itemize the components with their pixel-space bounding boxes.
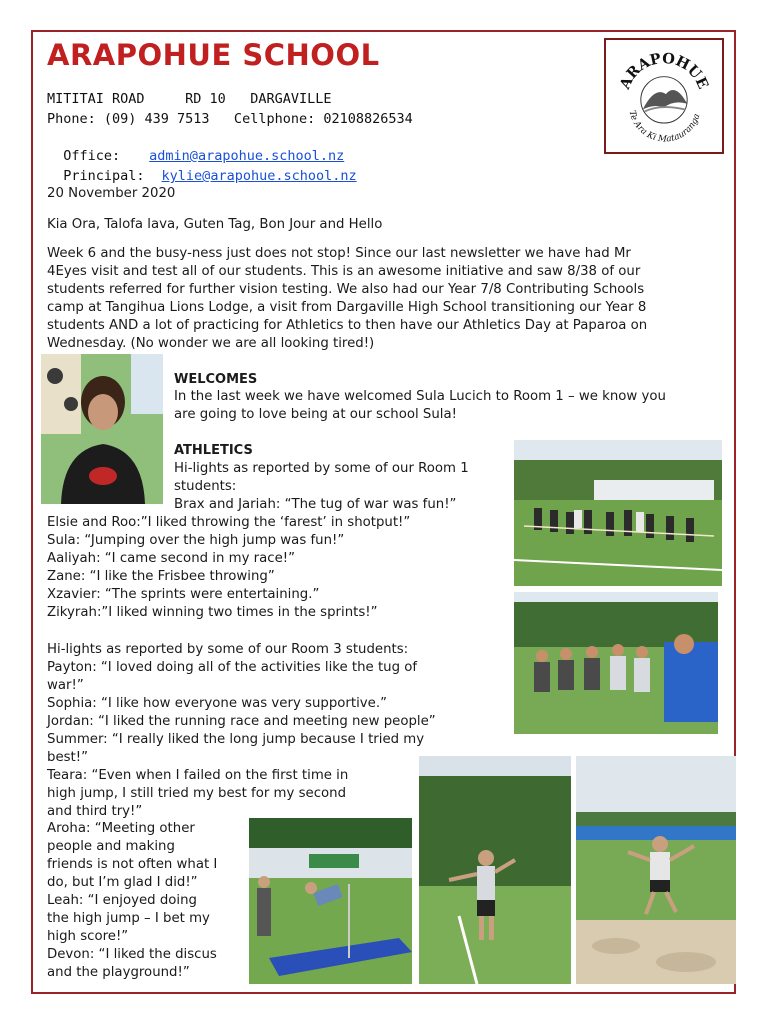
intro-line: 4Eyes visit and test all of our students. This is an awesome initiative and saw 8/38 of our xyxy=(47,264,641,279)
phone-line: Phone: (09) 439 7513 Cellphone: 02108826534 xyxy=(47,111,413,127)
principal-label: Principal: xyxy=(63,168,145,184)
room1-quotes xyxy=(47,514,507,622)
room3-line: people and making xyxy=(47,839,175,854)
intro-line: students AND a lot of practicing for Athletics to then have our Athletics Day at Paparoa on xyxy=(47,318,648,333)
intro-paragraph xyxy=(47,245,737,353)
room1-line: Zikyrah:”I liked winning two times in the sprints!” xyxy=(47,605,378,620)
room3-line: Hi-lights as reported by some of our Room 3 students: xyxy=(47,642,409,657)
room3-quotes-narrow xyxy=(47,820,247,982)
newsletter-date: 20 November 2020 xyxy=(47,186,176,201)
room1-line: Sula: “Jumping over the high jump was fun!” xyxy=(47,533,345,548)
discus-throw-photo xyxy=(419,756,571,984)
room1-line: Hi-lights as reported by some of our Room 1 xyxy=(174,461,469,476)
room3-line: high score!” xyxy=(47,929,129,944)
room1-line: Elsie and Roo:”I liked throwing the ‘farest’ in shotput!” xyxy=(47,515,411,530)
intro-line: students referred for further vision testing. We also had our Year 7/8 Contributing Schools xyxy=(47,282,645,297)
principal-line xyxy=(47,152,357,184)
room1-intro xyxy=(174,460,504,514)
welcomes-heading: WELCOMES xyxy=(174,372,258,387)
room3-line: high jump, I still tried my best for my second xyxy=(47,786,347,801)
long-jump-photo xyxy=(576,756,736,984)
address-line: MITITAI ROAD RD 10 DARGAVILLE xyxy=(47,91,332,107)
school-logo xyxy=(604,38,724,154)
room3-line: Devon: “I liked the discus xyxy=(47,947,217,962)
intro-line: Week 6 and the busy-ness just does not stop! Since our last newsletter we have had Mr xyxy=(47,246,631,261)
room3-quotes-mid xyxy=(47,767,412,821)
room3-line: Sophia: “I like how everyone was very supportive.” xyxy=(47,696,387,711)
logo-emblem-icon xyxy=(606,40,722,152)
room3-line: do, but I’m glad I did!” xyxy=(47,875,198,890)
tug-of-war-photo-1 xyxy=(514,440,722,586)
room3-line: Aroha: “Meeting other xyxy=(47,821,195,836)
tug-of-war-photo-2 xyxy=(514,592,718,734)
room3-line: war!” xyxy=(47,678,84,693)
intro-line: camp at Tangihua Lions Lodge, a visit from Dargaville High School transitioning our Year 8 xyxy=(47,300,647,315)
room3-line: best!” xyxy=(47,750,88,765)
greeting: Kia Ora, Talofa lava, Guten Tag, Bon Jour and Hello xyxy=(47,217,383,232)
room3-line: the high jump – I bet my xyxy=(47,911,210,926)
welcomes-line: In the last week we have welcomed Sula Lucich to Room 1 – we know you xyxy=(174,389,666,404)
high-jump-photo xyxy=(249,818,412,984)
room3-line: Leah: “I enjoyed doing xyxy=(47,893,197,908)
room3-line: Teara: “Even when I failed on the first time in xyxy=(47,768,349,783)
athletics-heading: ATHLETICS xyxy=(174,443,253,458)
room1-line: Xzavier: “The sprints were entertaining.” xyxy=(47,587,320,602)
intro-line: Wednesday. (No wonder we are all looking tired!) xyxy=(47,336,375,351)
school-title: ARAPOHUE SCHOOL xyxy=(47,38,380,72)
room3-line: friends is not often what I xyxy=(47,857,218,872)
office-email-link[interactable]: admin@arapohue.school.nz xyxy=(149,148,345,164)
welcomes-line: are going to love being at our school Sula! xyxy=(174,407,457,422)
room3-line: and third try!” xyxy=(47,804,143,819)
office-label: Office: xyxy=(63,148,121,164)
room1-line: Brax and Jariah: “The tug of war was fun!” xyxy=(174,497,457,512)
room1-line: Zane: “I like the Frisbee throwing” xyxy=(47,569,275,584)
room3-line: Jordan: “I liked the running race and meeting new people” xyxy=(47,714,436,729)
student-portrait-photo xyxy=(41,354,163,504)
room1-line: students: xyxy=(174,479,237,494)
logo-top-text: ARAPOHUE xyxy=(616,49,712,92)
room3-line: Payton: “I loved doing all of the activities like the tug of xyxy=(47,660,418,675)
welcomes-text xyxy=(174,388,739,424)
room3-quotes-wide xyxy=(47,641,512,767)
room3-line: Summer: “I really liked the long jump because I tried my xyxy=(47,732,425,747)
room3-line: and the playground!” xyxy=(47,965,190,980)
principal-email-link[interactable]: kylie@arapohue.school.nz xyxy=(161,168,357,184)
logo-bottom-text: Te Ara Ki Matauranga xyxy=(626,109,703,145)
room1-line: Aaliyah: “I came second in my race!” xyxy=(47,551,296,566)
